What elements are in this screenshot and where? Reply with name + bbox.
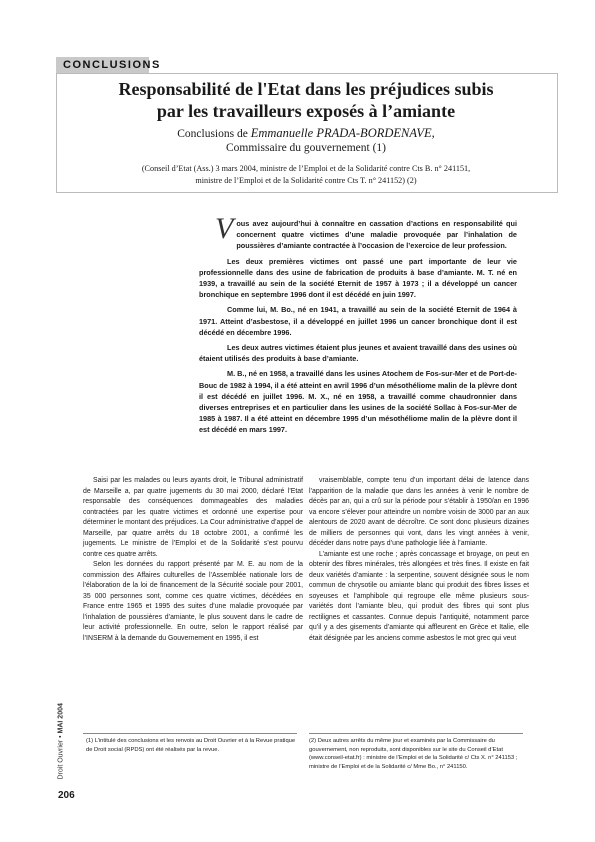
footnote-rule-left: [83, 733, 297, 734]
issue-date: MAI 2004: [57, 703, 65, 734]
body-paragraph: vraisemblable, compte tenu d’un important délai de latence dans l’apparition de la maladie que dans les années à venir le nombre de décès par an, qui a crû sur la période pour s’établir à 1950/an en 1996 va encore s’élever pour atteindre un nombre voisin de 3000 par an aux alentours de 2020 avant de décroître. Ce sont donc plusieurs dizaines de milliers de personnes qui vont, dans les vingt années à venir, décéder dans notre pays d’une pathologie liée à l’amiante.: [309, 477, 529, 547]
body-column-left: [83, 476, 303, 644]
citation-line-1: (Conseil d’Etat (Ass.) 3 mars 2004, ministre de l’Emploi et de la Solidarité contre Cts B. n° 241151,: [141, 164, 471, 173]
page-number: 206: [58, 790, 75, 801]
body-paragraph: Saisi par les malades ou leurs ayants droit, le Tribunal administratif de Marseille a, par quatre jugements du 30 mai 2000, déclaré l’Etat responsable des conséquences dommageables des maladies contractées par les quatre victimes et ordonné une expertise pour déterminer le montant des préjudices. La Cour administrative d’appel de Marseille, par quatre arrêts du 18 octobre 2001, a confirmé les jugements. Le ministre de l’Emploi et de la Solidarité s’est pourvu contre ces quatre arrêts.: [83, 477, 303, 558]
drop-cap: V: [215, 212, 234, 245]
intro-paragraph: Les deux autres victimes étaient plus jeunes et avaient travaillé dans des usines où étaient utilisés des produits à base d’amiante.: [199, 343, 517, 364]
intro-paragraph: Vous avez aujourd’hui à connaître en cassation d’actions en responsabilité qui concernent quatre victimes d’une maladie provoquée par l’inhalation de poussières d’amiante contractée à l’occasion de l’exercice de leur profession.: [215, 212, 517, 251]
intro-paragraph: Les deux premières victimes ont passé une part importante de leur vie professionnelle dans des usine de fabrication de produits à base d’amiante. M. T. né en 1939, a travaillé au sein de la société Eternit de 1957 à 1973 ; il a développé un cancer bronchique en septembre 1996 dont il est décédé en juin 1997.: [199, 256, 517, 300]
author-role: Commissaire du gouvernement (1): [225, 142, 386, 154]
byline: [56, 126, 556, 155]
body-column-right: [309, 476, 529, 644]
citation-line-2: ministre de l’Emploi et de la Solidarité contre Cts T. n° 241152) (2): [195, 176, 417, 185]
case-citation: [56, 163, 556, 187]
article-title: [56, 78, 556, 122]
running-side-label: Droit Ouvrier • MAI 2004: [57, 703, 65, 780]
section-tag: CONCLUSIONS: [56, 57, 149, 73]
title-line-1: Responsabilité de l'Etat dans les préjudices subis: [118, 79, 494, 99]
intro-block: [199, 212, 517, 440]
intro-paragraph: Comme lui, M. Bo., né en 1941, a travaillé au sein de la société Eternit de 1964 à 1971. Atteint d’asbestose, il a développé en juillet 1996 un cancer bronchique dont il est décédé en décembre 1996.: [199, 305, 517, 337]
body-paragraph: L’amiante est une roche ; après concassage et broyage, on peut en obtenir des fibres minérales, très allongées et très fines. Il existe en fait deux variétés d’amiante : la serpentine, souvent désignée sous le nom commun de chrysotile ou amiante blanc qui produit des fibres lisses et soyeuses et l’amphibole qui regroupe elle même plusieurs sous-variétés dont l’amiante bleu, qui produit des fibres qui sont plus rectilignes et cassantes. Connue depuis l’antiquité, notamment parce qu’il y a des gisements d’amiante qui affleurent en Grèce et Italie, elle était désignée par les anciens comme asbestos le mot grec qui veut: [309, 550, 529, 642]
footnote-2: (2) Deux autres arrêts du même jour et examinés par la Commissaire du gouvernement, non reproduits, sont disponibles sur le site du Conseil d’Etat (www.conseil-etat.fr) : ministre de l’Emploi et de la Solidarité c/ Cts X. n° 241153 ; ministre de l’Emploi et de la Solidarité c/ Mme Bo., n° 241150.: [309, 738, 518, 770]
title-line-2: par les travailleurs exposés à l’amiante: [156, 101, 456, 121]
byline-prefix: Conclusions de: [177, 128, 251, 140]
body-paragraph: Selon les données du rapport présenté par M. E. au nom de la commission des Affaires culturelles de l’Assemblée nationale lors de l’élaboration de la loi de financement de la Sécurité sociale pour 2001, 35 000 personnes sont, comme ces quatre victimes, décédées en France entre 1965 et 1995 des suites d’une maladie provoquée par l’inhalation de poussières d’amiante, le plus souvent dans le cadre de leur activité professionnelle. En outre, selon le rapport réalisé par l’INSERM à la demande du Gouvernement en 1995, il est: [83, 561, 303, 642]
intro-paragraph: M. B., né en 1958, a travaillé dans les usines Atochem de Fos-sur-Mer et de Port-de-Bouc de 1982 à 1994, il a été atteint en avril 1996 d’un mésothéliome malin de la plèvre dont il est décédé en juillet 1996. M. X., né en 1958, a travaillé comme chaudronnier dans diverses entreprises et en particulier dans les usines de la société Sollac à Fos-sur-Mer de 1985 à 1987. Il a été atteint en décembre 1995 d’un mésothéliome malin de la plèvre dont il est décédé en mars 1997.: [199, 369, 517, 435]
author-name: Emmanuelle PRADA-BORDENAVE,: [250, 126, 435, 140]
footnote-1: (1) L’intitulé des conclusions et les renvois au Droit Ouvrier et à la Revue pratique de Droit social (RPDS) ont été réalisés par la revue.: [86, 738, 296, 753]
journal-name: Droit Ouvrier: [57, 739, 65, 780]
footnote-rule-right: [309, 733, 523, 734]
